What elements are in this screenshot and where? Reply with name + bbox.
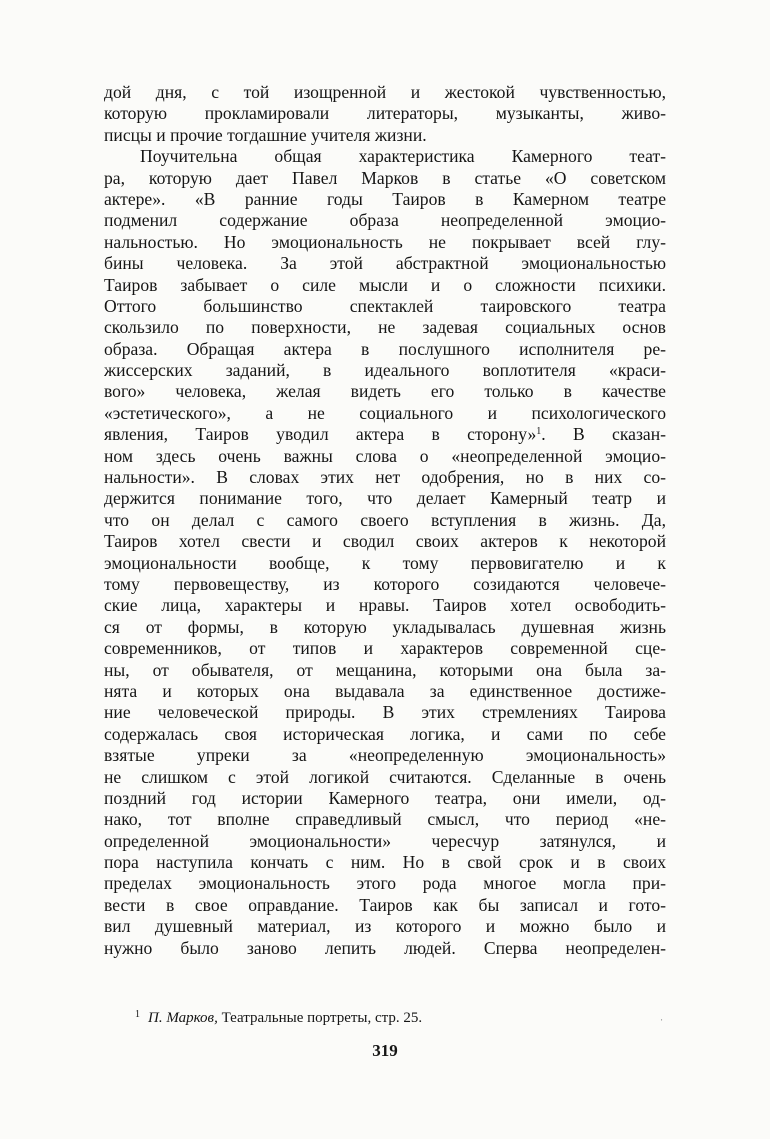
paragraph-first-line: Поучительна общая характеристика Камерного теат- [140, 146, 666, 167]
footnote-marker: 1 [135, 1009, 140, 1020]
text-line: подменил содержание образа неопределенной эмоцио- [104, 210, 666, 231]
text-line: образа. Обращая актера в послушного исполнителя ре- [104, 338, 666, 359]
text-line: ся от формы, в которую укладывалась душевная жизнь [104, 616, 666, 637]
text-line: жиссерских заданий, в идеального воплотителя «краси- [104, 360, 666, 381]
text-line: нужно было заново лепить людей. Сперва неопределен- [104, 937, 666, 958]
text-line: определенной эмоциональности» чересчур затянулся, и [104, 830, 666, 851]
text-line: ном здесь очень важны слова о «неопределенной эмоцио- [104, 445, 666, 466]
footnote-reference: 1 [536, 426, 542, 438]
text-line: тому первовеществу, из которого созидаются человече- [104, 573, 666, 594]
text-line: взятые упреки за «неопределенную эмоциональность» [104, 745, 666, 766]
text-line: актере». «В ранние годы Таиров в Камерном театре [104, 188, 666, 209]
text-line: содержалась своя историческая логика, и сами по себе [104, 723, 666, 744]
text-line: что он делал с самого своего вступления в жизнь. Да, [104, 509, 666, 530]
text-line: ны, от обывателя, от мещанина, которыми она была за- [104, 659, 666, 680]
text-line: современников, от типов и характеров современной сце- [104, 638, 666, 659]
text-line: Таиров хотел свести и сводил своих актеров к некоторой [104, 531, 666, 552]
page-number: 319 [372, 1041, 398, 1060]
text-line: нако, тот вполне справедливый смысл, что период «не- [104, 809, 666, 830]
footnote [135, 1009, 655, 1027]
text-line: вил душевный материал, из которого и можно было и [104, 916, 666, 937]
text-line: пора наступила кончать с ним. Но в свой срок и в своих [104, 852, 666, 873]
text-line: Оттого большинство спектаклей таировского театра [104, 295, 666, 316]
text-line: писцы и прочие тогдашние учителя жизни. [104, 124, 427, 145]
text-line: ние человеческой природы. В этих стремлениях Таирова [104, 702, 666, 723]
footnote-text: Театральные портреты, стр. 25. [221, 1010, 423, 1026]
text-line: «эстетического», а не социального и психологического [104, 402, 666, 423]
text-line: пределах эмоциональность этого рода многое могла при- [104, 873, 666, 894]
text-line: нята и которых она выдавала за единственное достиже- [104, 680, 666, 701]
scan-speck-mark: ⋅ [660, 1015, 664, 1025]
text-line: ра, которую дает Павел Марков в статье «О советском [104, 167, 666, 188]
text-segment: явления, Таиров уводил актера в сторону» [104, 424, 537, 445]
text-line: дой дня, с той изощренной и жестокой чувственностью, [104, 82, 666, 102]
text-line: эмоциональности вообще, к тому первовигателю и к [104, 552, 666, 573]
main-text [104, 82, 666, 959]
text-line: скользило по поверхности, не задевая социальных основ [104, 317, 666, 338]
text-line: держится понимание того, что делает Камерный театр и [104, 488, 666, 509]
text-line: нальностью. Но эмоциональность не покрывает всей глу- [104, 231, 666, 252]
text-line: не слишком с этой логикой считаются. Сделанные в очень [104, 766, 666, 787]
text-line-with-footnote-ref [104, 424, 666, 445]
text-line: нальности». В словах этих нет одобрения, но в них со- [104, 467, 666, 488]
text-line: вести в свое оправдание. Таиров как бы записал и гото- [104, 894, 666, 915]
text-line: которую прокламировали литераторы, музыканты, живо- [104, 103, 666, 124]
text-line: вого» человека, желая видеть его только в качестве [104, 381, 666, 402]
text-line: Таиров забывает о силе мысли и о сложности психики. [104, 274, 666, 295]
text-line: поздний год истории Камерного театра, они имели, од- [104, 787, 666, 808]
text-line: бины человека. За этой абстрактной эмоциональностью [104, 253, 666, 274]
footnote-author: П. Марков, [148, 1010, 218, 1026]
text-line: ские лица, характеры и нравы. Таиров хотел освободить- [104, 595, 666, 616]
text-segment: . В сказан- [541, 424, 666, 445]
